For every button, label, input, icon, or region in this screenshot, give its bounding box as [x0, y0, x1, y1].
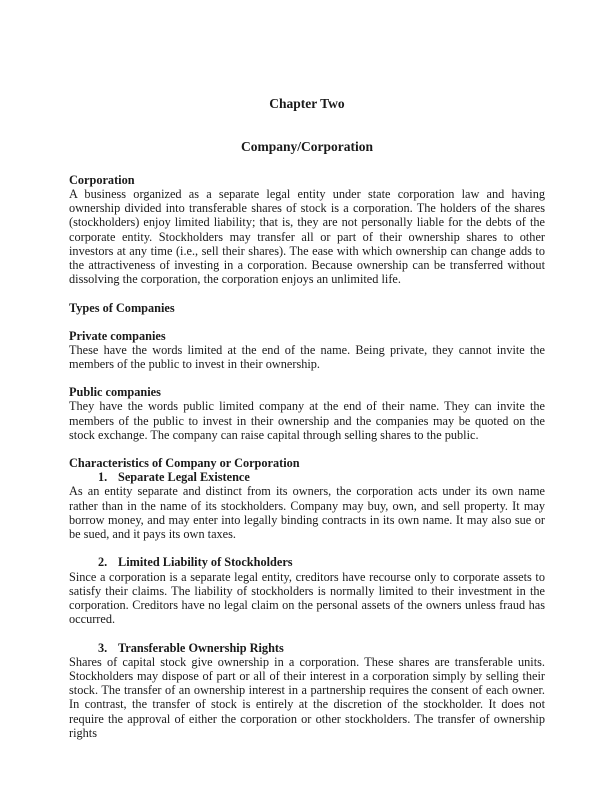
paragraph-corporation: A business organized as a separate legal entity under state corporation law and having ownership divided into transferable shares of stock is a corporation. The holders of the shares (stockholders) enjoy limited liability; that is, they are not personally liable for the debts of the corporate entity. Stockholders may transfer all or part of their ownership shares to other investors at any time (i.e., sell their shares). The ease with which ownership can change adds to the attractiveness of investing in a corporation. Because ownership can be transferred without dissolving the corporation, the corporation enjoys an unlimited life. — [69, 187, 545, 287]
list-item-number: 3. — [98, 640, 108, 655]
paragraph-transferable-ownership: Shares of capital stock give ownership in a corporation. These shares are transferable units. Stockholders may dispose of part or all of their interest in a corporation simply by selling their stock. The transfer of an ownership interest in a partnership requires the consent of each owner. In contrast, the transfer of stock is entirely at the discretion of the stockholder. It does not require the approval of either the corporation or other stockholders. The transfer of ownership rights — [69, 654, 545, 740]
spacer — [69, 371, 545, 385]
list-item-title: Limited Liability of Stockholders — [118, 555, 293, 570]
list-item-heading-2 — [69, 555, 545, 569]
paragraph-public-companies: They have the words public limited company at the end of their name. They can invite the members of the public to invest in their ownership and the companies may be quoted on the stock exchange. The company can raise capital through selling shares to the public. — [69, 399, 545, 442]
document-subtitle: Company/Corporation — [240, 139, 373, 154]
spacer — [69, 315, 545, 329]
paragraph-private-companies: These have the words limited at the end of the name. Being private, they cannot invite the members of the public to invest in their ownership. — [69, 342, 545, 371]
list-item-number: 1. — [98, 470, 108, 485]
spacer — [69, 155, 545, 173]
spacer — [69, 541, 545, 555]
heading-characteristics: Characteristics of Company or Corporation — [69, 456, 300, 471]
list-item-heading-3 — [69, 641, 545, 655]
list-item-number: 2. — [98, 555, 108, 570]
list-item-title: Separate Legal Existence — [118, 470, 250, 485]
spacer — [69, 442, 545, 456]
paragraph-limited-liability: Since a corporation is a separate legal entity, creditors have recourse only to corporate assets to satisfy their claims. The liability of stockholders is normally limited to their investment in the corporation. Creditors have no legal claim on the personal assets of the owners unless fraud has occurred. — [69, 569, 545, 627]
spacer — [69, 286, 545, 300]
heading-private-companies: Private companies — [69, 328, 166, 343]
heading-types-of-companies: Types of Companies — [69, 300, 175, 315]
spacer — [69, 626, 545, 640]
list-item-heading-1 — [69, 470, 545, 484]
heading-corporation: Corporation — [69, 173, 135, 187]
paragraph-separate-legal-existence: As an entity separate and distinct from its owners, the corporation acts under its own name rather than in the name of its stockholders. Company may buy, own, and sell property. It may borrow money, and may enter into legally binding contracts in its own name. It may also sue or be sued, and it pays its own taxes. — [69, 484, 545, 541]
chapter-title: Chapter Two — [269, 96, 345, 111]
heading-public-companies: Public companies — [69, 385, 161, 400]
list-item-title: Transferable Ownership Rights — [118, 640, 284, 655]
